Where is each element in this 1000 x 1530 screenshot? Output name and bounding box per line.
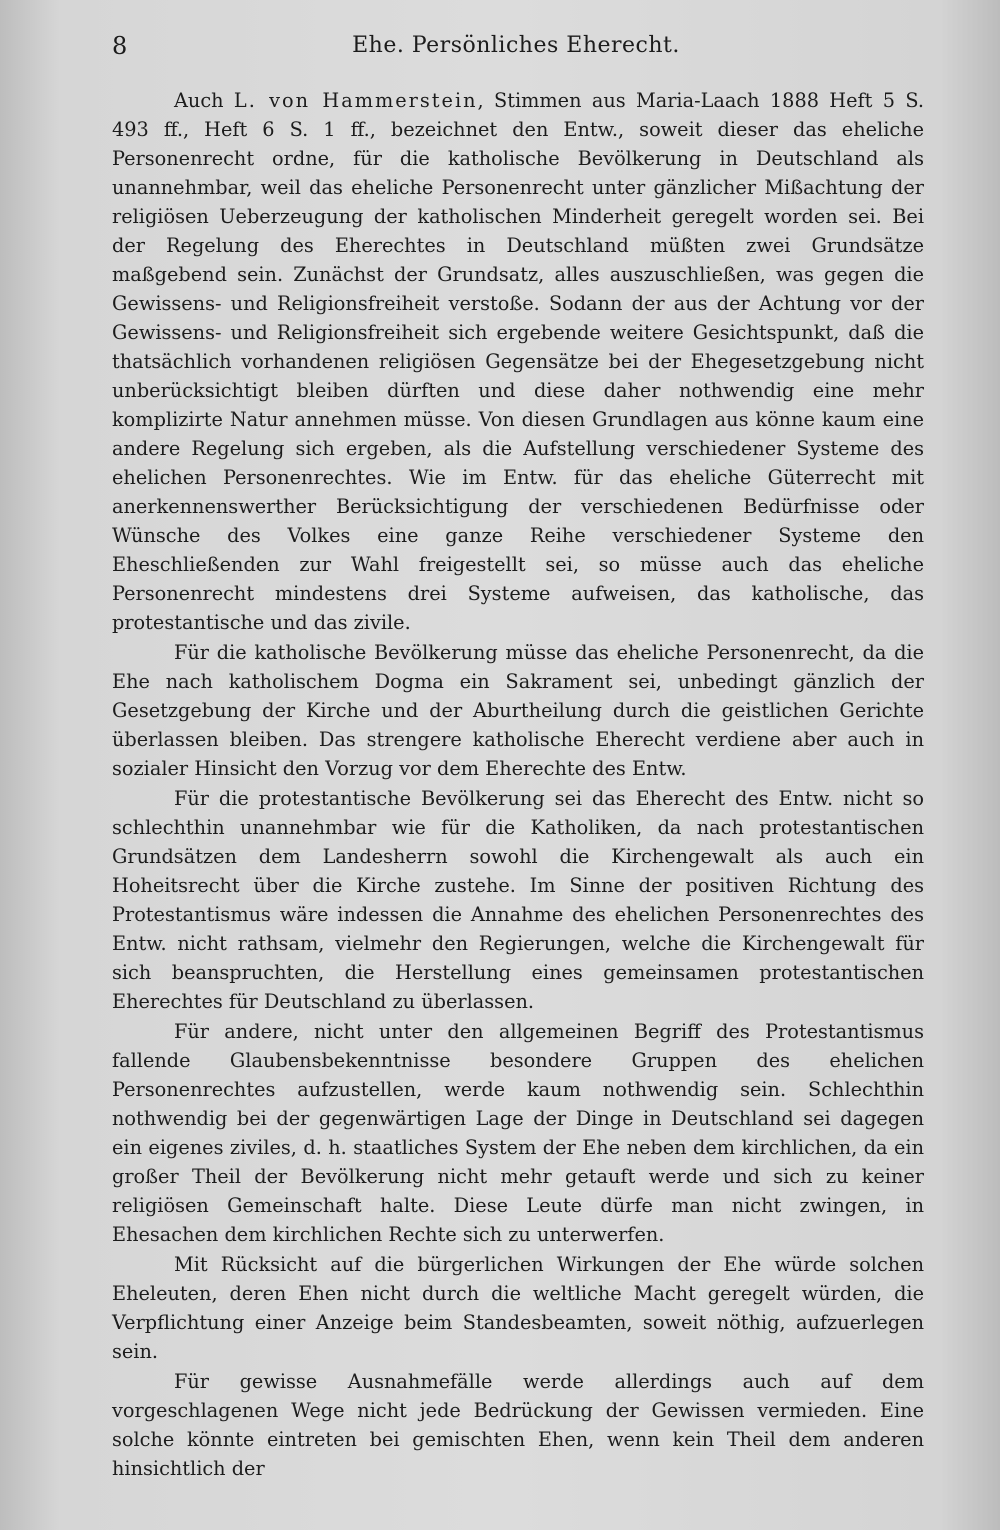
- paragraph-1: [112, 86, 924, 637]
- running-title: Ehe. Persönliches Eherecht.: [352, 33, 680, 58]
- paragraph-text: , Stimmen aus Maria-Laach 1888 Heft 5 S. 493 ff., Heft 6 S. 1 ff., bezeichnet den Entw., soweit dieser das eheliche Personenrecht ordne, für die katholische Bevölkerung in Deutschland als unannehmbar, weil das eheliche Personenrecht unter gänzlicher Mißachtung der religiösen Ueberzeugung der katholischen Minderheit geregelt worden sei. Bei der Regelung des Eherechtes in Deutschland müßten zwei Grundsätze maßgebend sein. Zunächst der Grundsatz, alles auszuschließen, was gegen die Gewissens- und Religionsfreiheit verstoße. Sodann der aus der Achtung vor der Gewissens- und Religionsfreiheit sich ergebende weitere Gesichtspunkt, daß die thatsächlich vorhandenen religiösen Gegensätze bei der Ehegesetzgebung nicht unberücksichtigt bleiben dürften und diese daher nothwendig eine mehr komplizirte Natur annehmen müsse. Von diesen Grundlagen aus könne kaum eine andere Regelung sich ergeben, als die Aufstellung verschiedener Systeme des ehelichen Personenrechtes. Wie im Entw. für das eheliche Güterrecht mit anerkennenswerther Berücksichtigung der verschiedenen Bedürfnisse oder Wünsche des Volkes eine ganze Reihe verschiedener Systeme den Eheschließenden zur Wahl freigestellt sei, so müsse auch das eheliche Personenrecht mindestens drei Systeme aufweisen, das katholische, das protestantische und das zivile.: [112, 89, 924, 634]
- paragraph-6: Für gewisse Ausnahmefälle werde allerdings auch auf dem vorgeschlagenen Wege nicht jede Bedrückung der Gewissen vermieden. Eine solche könnte eintreten bei gemischten Ehen, wenn kein Theil dem anderen hinsichtlich der: [112, 1370, 924, 1480]
- page-number: 8: [112, 32, 128, 60]
- paragraph-lead: Auch: [174, 89, 234, 112]
- paragraph-3: Für die protestantische Bevölkerung sei das Eherecht des Entw. nicht so schlechthin unannehmbar wie für die Katholiken, da nach protestantischen Grundsätzen dem Landesherrn sowohl die Kirchengewalt als auch ein Hoheitsrecht über die Kirche zustehe. Im Sinne der positiven Richtung des Protestantismus wäre indessen die Annahme des ehelichen Personenrechtes des Entw. nicht rathsam, vielmehr den Regierungen, welche die Kirchengewalt für sich beanspruchten, die Herstellung eines gemeinsamen protestantischen Eherechtes für Deutschland zu überlassen.: [112, 787, 924, 1013]
- page-header: [112, 28, 920, 64]
- paragraph-4: Für andere, nicht unter den allgemeinen Begriff des Protestantismus fallende Glaubensbekenntnisse besondere Gruppen des ehelichen Personenrechtes aufzustellen, werde kaum nothwendig sein. Schlechthin nothwendig bei der gegenwärtigen Lage der Dinge in Deutschland sei dagegen ein eigenes ziviles, d. h. staatliches System der Ehe neben dem kirchlichen, da ein großer Theil der Bevölkerung nicht mehr getauft werde und sich zu keiner religiösen Gemeinschaft halte. Diese Leute dürfe man nicht zwingen, in Ehesachen dem kirchlichen Rechte sich zu unterwerfen.: [112, 1020, 924, 1246]
- body-text: [112, 86, 924, 1484]
- paragraph-2: Für die katholische Bevölkerung müsse das eheliche Personenrecht, da die Ehe nach katholischem Dogma ein Sakrament sei, unbedingt gänzlich der Gesetzgebung der Kirche und der Aburtheilung durch die geistlichen Gerichte überlassen bleiben. Das strengere katholische Eherecht verdiene aber auch in sozialer Hinsicht den Vorzug vor dem Eherechte des Entw.: [112, 641, 924, 780]
- paragraph-5: Mit Rücksicht auf die bürgerlichen Wirkungen der Ehe würde solchen Eheleuten, deren Ehen nicht durch die weltliche Macht geregelt würden, die Verpflichtung einer Anzeige beim Standesbeamten, soweit nöthig, aufzuerlegen sein.: [112, 1253, 924, 1363]
- cited-author: L. von Hammerstein: [233, 89, 478, 112]
